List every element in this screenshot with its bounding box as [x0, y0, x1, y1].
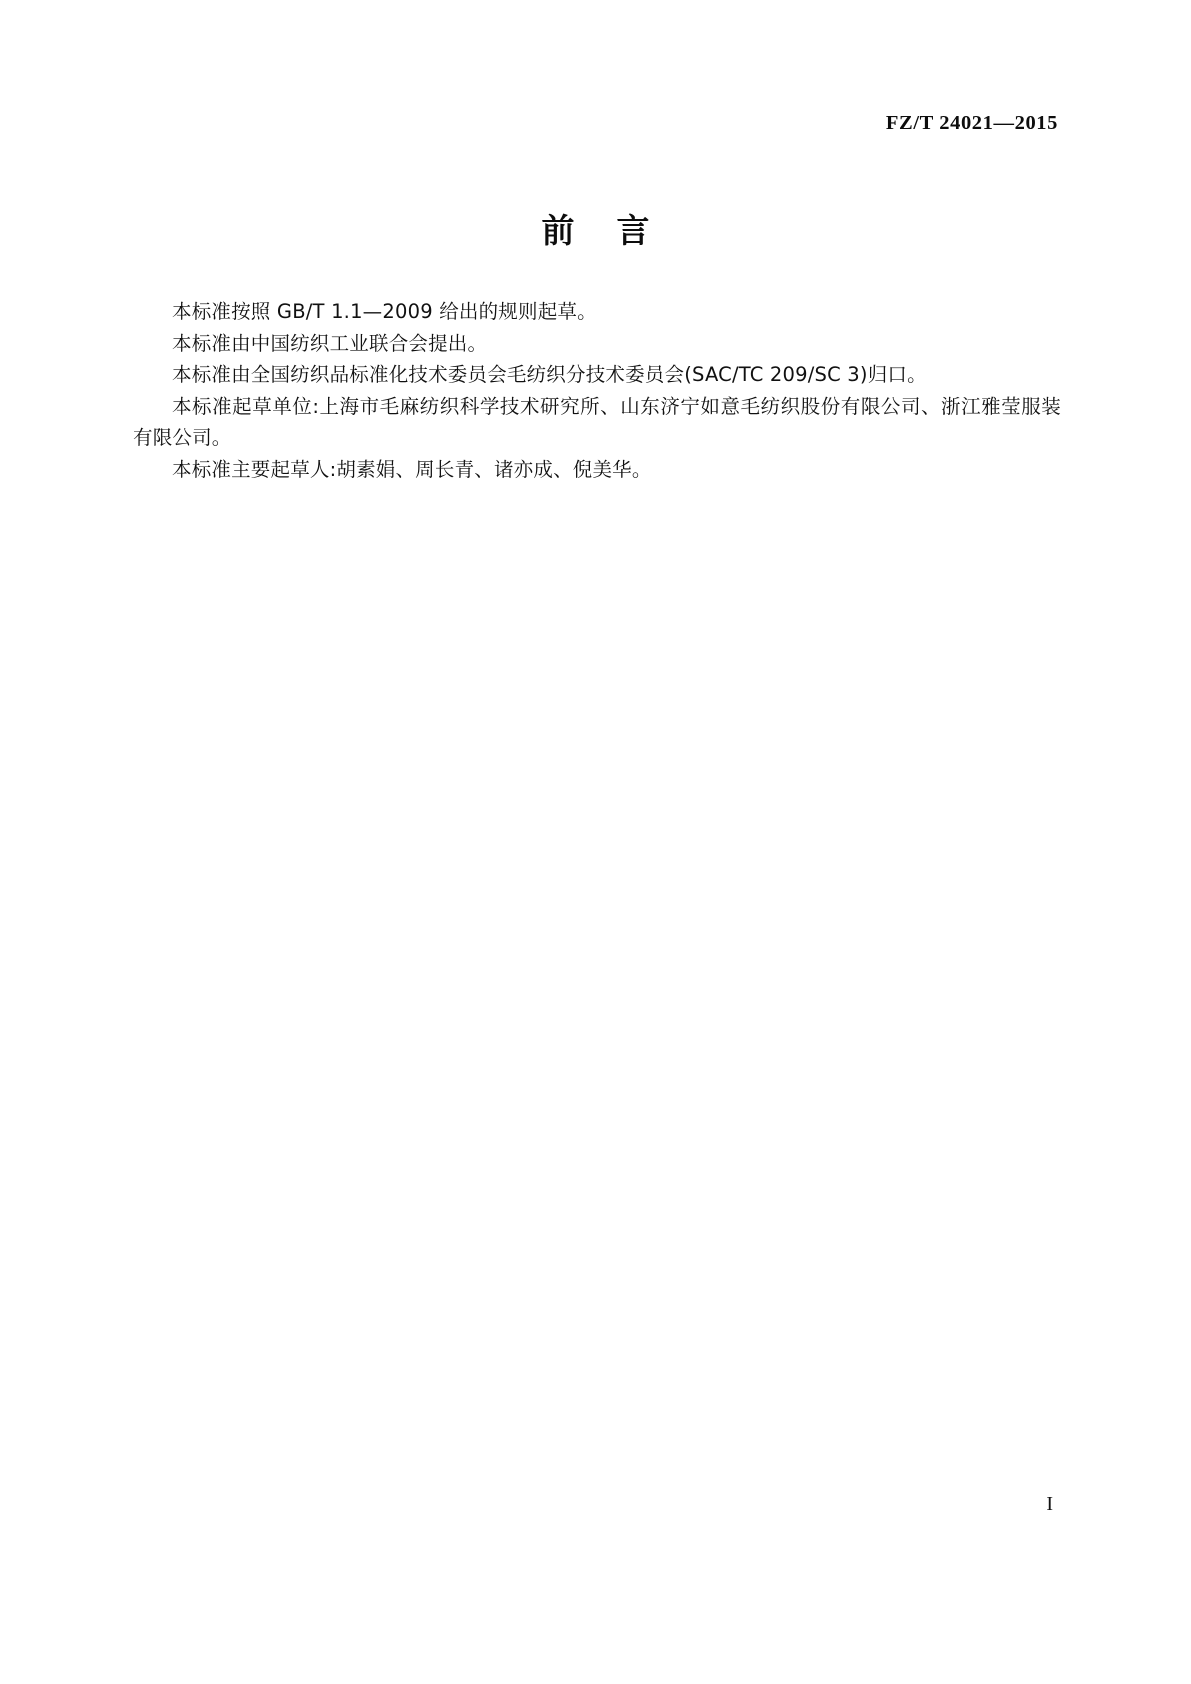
foreword-paragraph: 本标准由全国纺织品标准化技术委员会毛纺织分技术委员会(SAC/TC 209/SC 3)归口。	[172, 363, 927, 386]
foreword-paragraph: 本标准主要起草人:胡素娟、周长青、诸亦成、倪美华。	[172, 457, 652, 481]
page-title	[0, 205, 1191, 252]
page-number: I	[1046, 1493, 1053, 1515]
page-title-char-2: 言	[616, 211, 650, 250]
foreword-paragraph: 本标准按照 GB/T 1.1—2009 给出的规则起草。	[172, 300, 597, 323]
page-header-standard-number: FZ/T 24021—2015	[885, 112, 1058, 134]
foreword-paragraph: 本标准起草单位:上海市毛麻纺织科学技术研究所、山东济宁如意毛纺织股份有限公司、浙江雅莹服装有限公司。	[133, 394, 1061, 449]
page-title-char-1: 前	[541, 211, 575, 250]
foreword-paragraph: 本标准由中国纺织工业联合会提出。	[172, 331, 488, 355]
foreword-body	[133, 296, 1061, 485]
